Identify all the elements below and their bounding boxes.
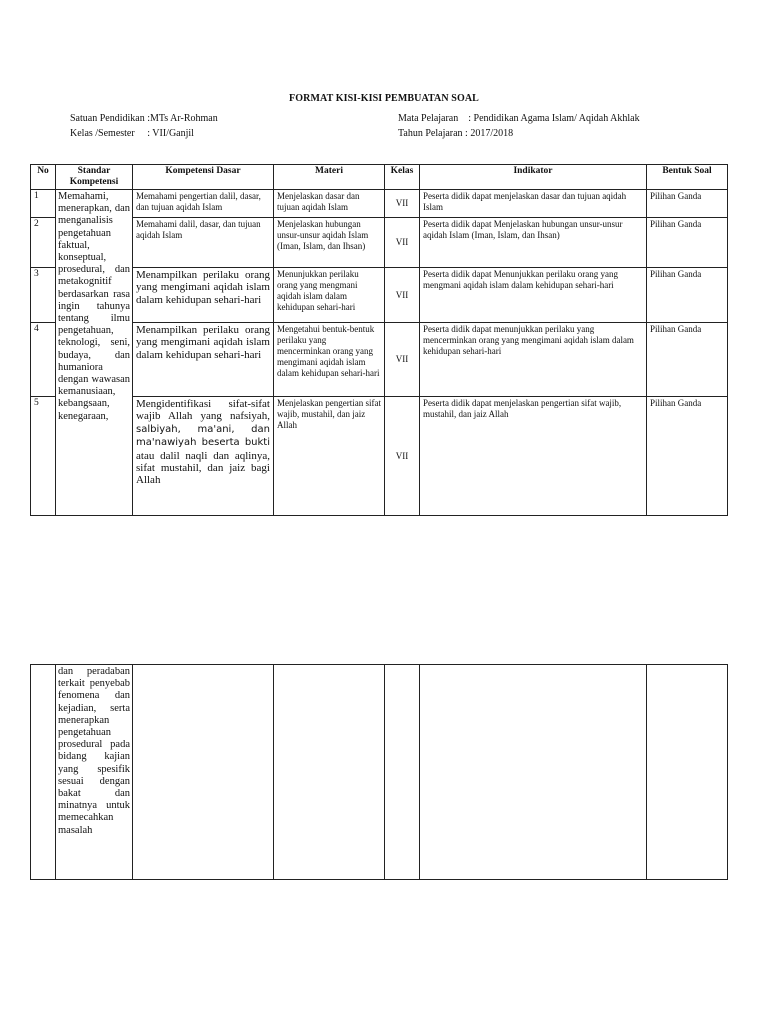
kelas-cell: VII [385, 397, 420, 516]
row-no: 5 [31, 397, 56, 516]
empty-cell [385, 665, 420, 880]
document-title: FORMAT KISI-KISI PEMBUATAN SOAL [289, 93, 479, 104]
kd-cell: Memahami pengertian dalil, dasar, dan tujuan aqidah Islam [133, 190, 274, 218]
mata-pelajaran: Mata Pelajaran : Pendidikan Agama Islam/ Aqidah Akhlak [398, 113, 640, 124]
header-indikator: Indikator [420, 165, 647, 190]
bentuk-soal-cell: Pilihan Ganda [647, 218, 728, 268]
bentuk-soal-cell: Pilihan Ganda [647, 397, 728, 516]
header-no: No [31, 165, 56, 190]
table-row [31, 218, 728, 268]
indikator-cell: Peserta didik dapat menjelaskan dasar dan tujuan aqidah Islam [420, 190, 647, 218]
kelas-semester: Kelas /Semester : VII/Ganjil [70, 128, 194, 139]
table-header-row [31, 165, 728, 190]
materi-cell: Mengetahui bentuk-bentuk perilaku yang mencerminkan orang yang mengimani aqidah islam dalam kehidupan sehari-hari [274, 323, 385, 397]
indikator-cell: Peserta didik dapat menjelaskan pengertian sifat wajib, mustahil, dan jaiz Allah [420, 397, 647, 516]
table-row [31, 397, 728, 516]
materi-cell: Menunjukkan perilaku orang yang mengmani aqidah islam dalam kehidupan sehari-hari [274, 268, 385, 323]
kisi-kisi-table [30, 164, 728, 516]
materi-cell: Menjelaskan hubungan unsur-unsur aqidah Islam (Iman, Islam, dan Ihsan) [274, 218, 385, 268]
table-row [31, 665, 728, 880]
header-kelas: Kelas [385, 165, 420, 190]
kd-cell: Menampilkan perilaku orang yang mengimani aqidah islam dalam kehidupan sehari-hari [133, 323, 274, 397]
materi-cell: Menjelaskan dasar dan tujuan aqidah Islam [274, 190, 385, 218]
header-standar-kompetensi: Standar Kompetensi [56, 165, 133, 190]
table-row [31, 323, 728, 397]
empty-cell [31, 665, 56, 880]
satuan-pendidikan: Satuan Pendidikan :MTs Ar-Rohman [70, 113, 218, 124]
bentuk-soal-cell: Pilihan Ganda [647, 190, 728, 218]
empty-cell [274, 665, 385, 880]
empty-cell [420, 665, 647, 880]
table-row [31, 268, 728, 323]
kd-cell: Menampilkan perilaku orang yang mengimani aqidah islam dalam kehidupan sehari-hari [133, 268, 274, 323]
tahun-pelajaran: Tahun Pelajaran : 2017/2018 [398, 128, 514, 139]
table-row [31, 190, 728, 218]
row-no: 4 [31, 323, 56, 397]
empty-cell [133, 665, 274, 880]
header-bentuk-soal: Bentuk Soal [647, 165, 728, 190]
header-materi: Materi [274, 165, 385, 190]
standar-kompetensi-cell-continued: dan peradaban terkait penyebab fenomena dan kejadian, serta menerapkan pengetahuan prosedural pada bidang kajian yang spesifik sesuai dengan bakat dan minatnya untuk memecahkan masalah [56, 665, 133, 880]
bentuk-soal-cell: Pilihan Ganda [647, 323, 728, 397]
row-no: 3 [31, 268, 56, 323]
kd-cell [133, 397, 274, 516]
indikator-cell: Peserta didik dapat Menjelaskan hubungan unsur-unsur aqidah Islam (Iman, Islam, dan Ihsan) [420, 218, 647, 268]
row-no: 2 [31, 218, 56, 268]
indikator-cell: Peserta didik dapat menunjukkan perilaku yang mencerminkan orang yang mengimani aqidah islam dalam kehidupan sehari-hari [420, 323, 647, 397]
materi-cell: Menjelaskan pengertian sifat wajib, mustahil, dan jaiz Allah [274, 397, 385, 516]
indikator-cell: Peserta didik dapat Menunjukkan perilaku orang yang mengmani aqidah islam dalam kehidupan sehari-hari [420, 268, 647, 323]
kelas-cell: VII [385, 218, 420, 268]
bentuk-soal-cell: Pilihan Ganda [647, 268, 728, 323]
kelas-cell: VII [385, 190, 420, 218]
kelas-cell: VII [385, 268, 420, 323]
kd-text-b: salbiyah, ma'ani, dan ma'nawiyah beserta bukti [136, 423, 270, 449]
row-no: 1 [31, 190, 56, 218]
kelas-cell: VII [385, 323, 420, 397]
kd-text-a: Mengidentifikasi sifat-sifat wajib Allah yang nafsiyah, [136, 398, 270, 423]
standar-kompetensi-cell: Memahami, menerapkan, dan menganalisis pengetahuan faktual, konseptual, prosedural, dan metakognitif berdasarkan rasa ingin tahunya tentang ilmu pengetahuan, teknologi, seni, budaya, dan humaniora dengan wawasan kemanusiaan, kebangsaan, kenegaraan, [56, 190, 133, 516]
kisi-kisi-table-continued [30, 664, 728, 880]
header-kompetensi-dasar: Kompetensi Dasar [133, 165, 274, 190]
kd-cell: Memahami dalil, dasar, dan tujuan aqidah Islam [133, 218, 274, 268]
empty-cell [647, 665, 728, 880]
kd-text-c: atau dalil naqli dan aqlinya, sifat mustahil, dan jaiz bagi Allah [136, 449, 270, 487]
